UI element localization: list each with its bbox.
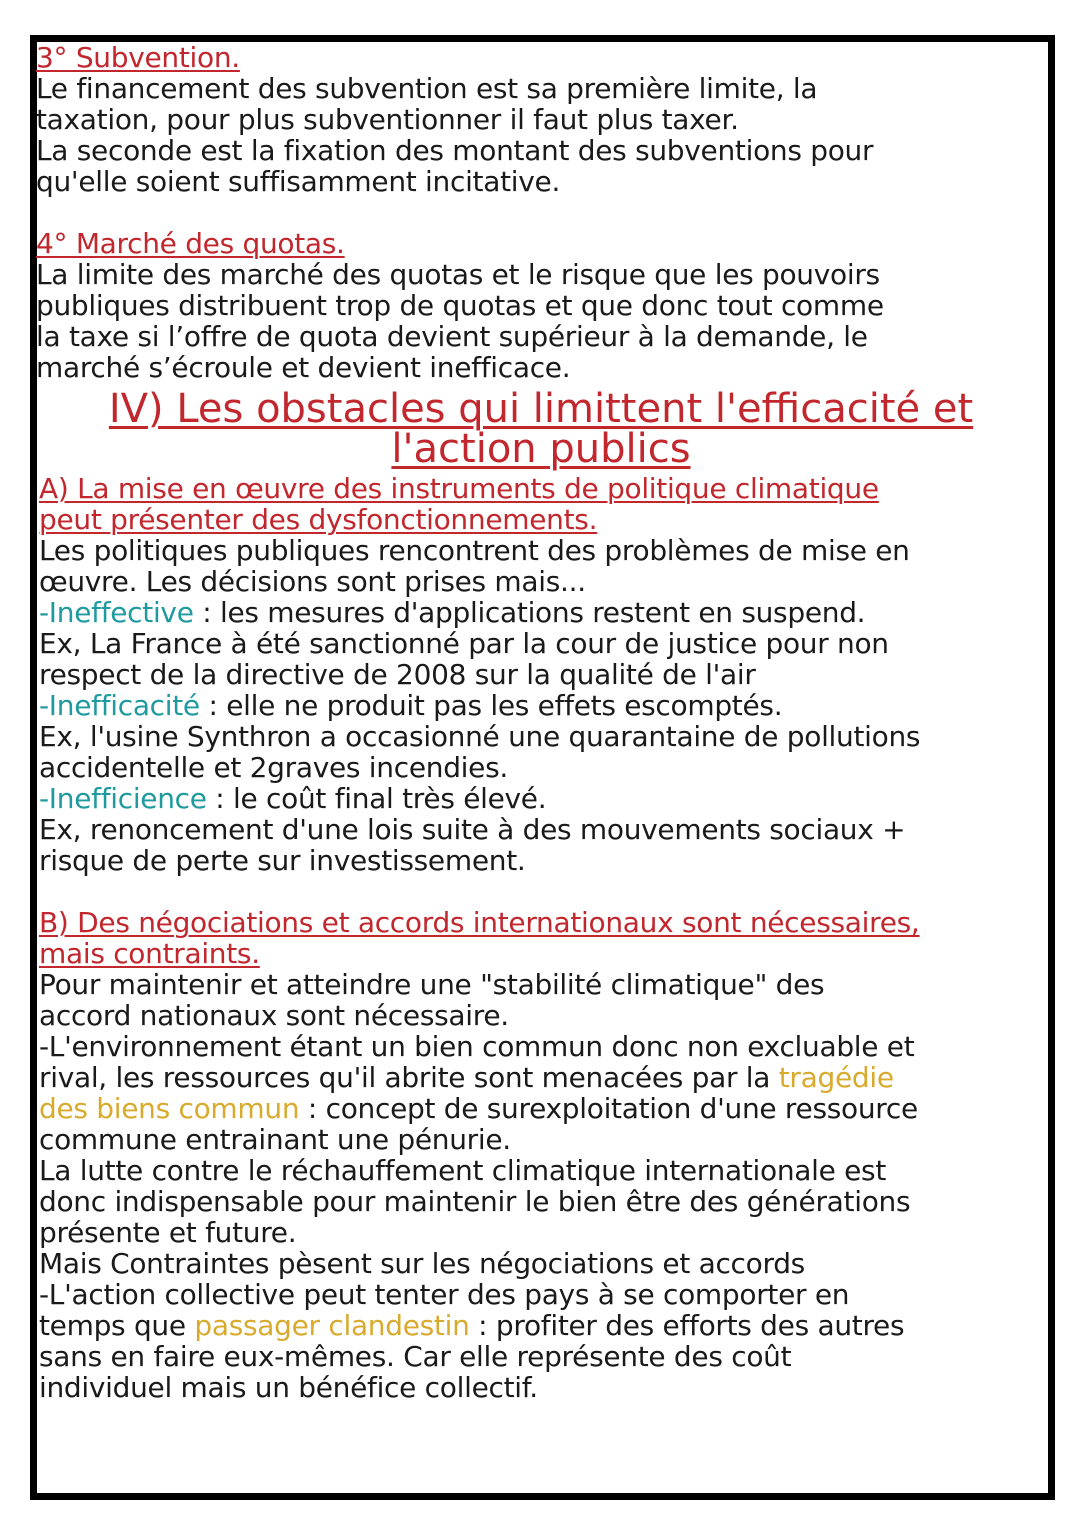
definition-text: : les mesures d'applications restent en suspend. (193, 596, 866, 629)
text-line: Le financement des subvention est sa première limite, la (36, 72, 818, 105)
definition-text: : elle ne produit pas les effets escomptés. (199, 689, 783, 722)
text-line: publiques distribuent trop de quotas et que donc tout comme (36, 289, 884, 322)
text-line: Les politiques publiques rencontrent des problèmes de mise en (39, 534, 910, 567)
text-line: Ex, l'usine Synthron a occasionné une quarantaine de pollutions (39, 720, 921, 753)
text-fragment: temps que (39, 1309, 195, 1342)
text-line: la taxe si l’offre de quota devient supérieur à la demande, le (36, 320, 868, 353)
definition-text: : le coût final très élevé. (206, 782, 547, 815)
definition-line (39, 783, 1006, 814)
text-line: Pour maintenir et atteindre une "stabilité climatique" des (39, 968, 825, 1001)
section-heading: 4° Marché des quotas. (36, 227, 345, 260)
text-line: -L'environnement étant un bien commun donc non excluable et (39, 1030, 915, 1063)
text-fragment: : concept de surexploitation d'une ressource (299, 1092, 918, 1125)
subsection-heading: A) La mise en œuvre des instruments de politique climatique (39, 472, 879, 505)
main-title-line: IV) Les obstacles qui limittent l'efficacité et (108, 386, 974, 432)
subsection-heading: mais contraints. (39, 937, 260, 970)
section-quotas (36, 228, 1006, 383)
text-line: La limite des marché des quotas et le risque que les pouvoirs (36, 258, 880, 291)
term-biens-commun: des biens commun (39, 1092, 300, 1125)
text-line: commune entrainant une pénurie. (39, 1123, 511, 1156)
section-a (36, 473, 1006, 876)
text-line: Ex, renoncement d'une lois suite à des mouvements sociaux + (39, 813, 906, 846)
text-line: qu'elle soient suffisamment incitative. (36, 165, 561, 198)
text-line (39, 1093, 1006, 1124)
section-b (36, 907, 1006, 1403)
section-heading: 3° Subvention. (36, 41, 240, 74)
text-line: -L'action collective peut tenter des pays à se comporter en (39, 1278, 850, 1311)
text-fragment: rival, les ressources qu'il abrite sont menacées par la (39, 1061, 779, 1094)
text-fragment: : profiter des efforts des autres (469, 1309, 905, 1342)
term-inefficience: -Inefficience (39, 782, 207, 815)
document-content (36, 42, 1006, 1403)
subsection-heading: B) Des négociations et accords internationaux sont nécessaires, (39, 906, 920, 939)
term-ineffective: -Ineffective (39, 596, 194, 629)
text-line: La seconde est la fixation des montant des subventions pour (36, 134, 874, 167)
text-line: sans en faire eux-mêmes. Car elle représente des coût (39, 1340, 792, 1373)
term-passager-clandestin: passager clandestin (194, 1309, 470, 1342)
section-subvention (36, 42, 1006, 197)
main-title-line: l'action publics (391, 426, 691, 472)
text-line (39, 1310, 1006, 1341)
text-line: œuvre. Les décisions sont prises mais... (39, 565, 586, 598)
term-tragedie: tragédie (778, 1061, 894, 1094)
text-line: accidentelle et 2graves incendies. (39, 751, 508, 784)
text-line: risque de perte sur investissement. (39, 844, 526, 877)
text-line (39, 1062, 1006, 1093)
text-line: accord nationaux sont nécessaire. (39, 999, 509, 1032)
term-inefficacite: -Inefficacité (39, 689, 200, 722)
main-title (36, 386, 1006, 472)
text-line: individuel mais un bénéfice collectif. (39, 1371, 538, 1404)
text-line: Mais Contraintes pèsent sur les négociations et accords (39, 1247, 805, 1280)
text-line: Ex, La France à été sanctionné par la cour de justice pour non (39, 627, 889, 660)
subsection-heading: peut présenter des dysfonctionnements. (39, 503, 598, 536)
text-line: donc indispensable pour maintenir le bien être des générations (39, 1185, 911, 1218)
text-line: respect de la directive de 2008 sur la qualité de l'air (39, 658, 756, 691)
text-line: marché s’écroule et devient inefficace. (36, 351, 571, 384)
text-line: La lutte contre le réchauffement climatique internationale est (39, 1154, 887, 1187)
definition-line (39, 690, 1006, 721)
text-line: taxation, pour plus subventionner il faut plus taxer. (36, 103, 739, 136)
definition-line (39, 597, 1006, 628)
text-line: présente et future. (39, 1216, 297, 1249)
